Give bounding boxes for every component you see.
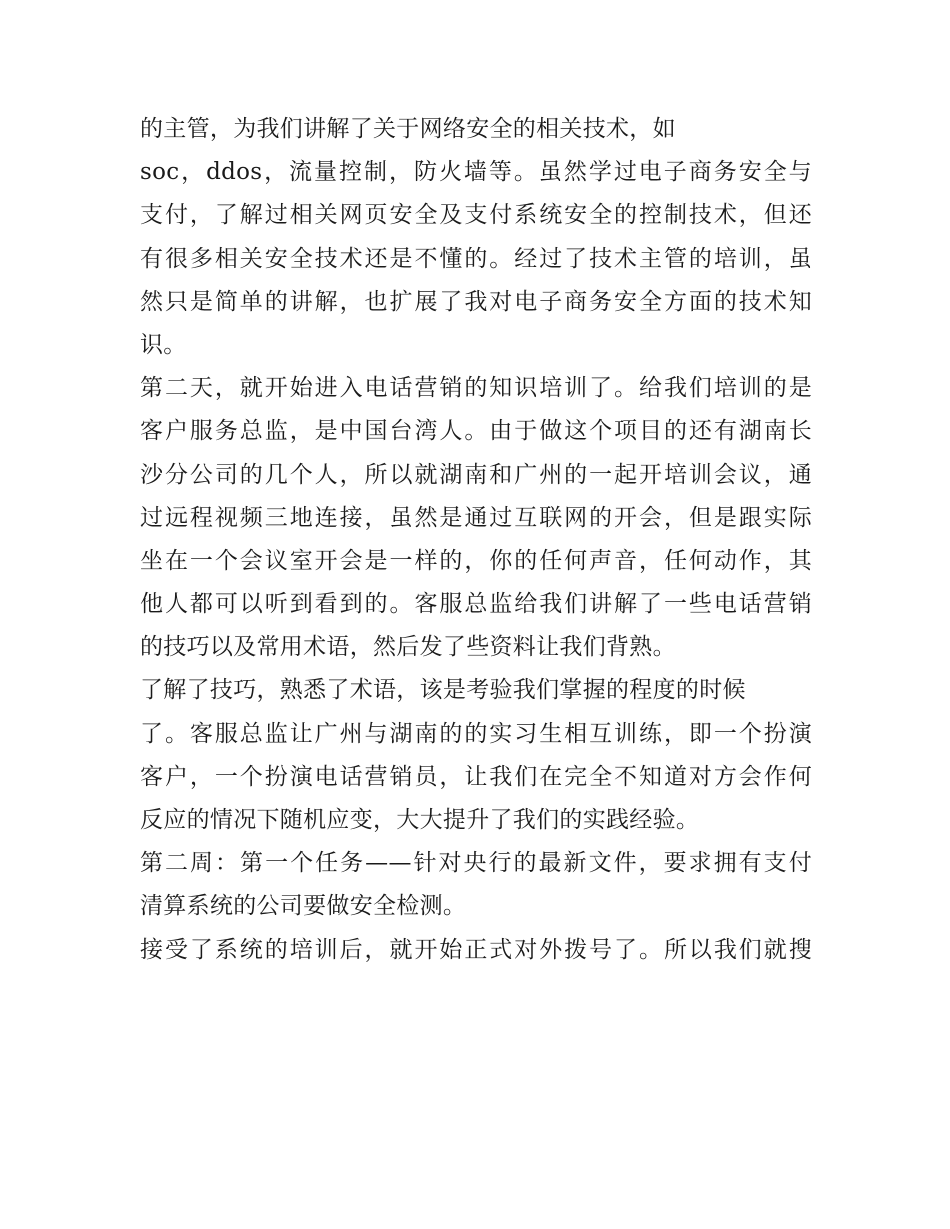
- text-line: 接受了系统的培训后，就开始正式对外拨号了。所以我们就搜: [140, 936, 812, 963]
- text-line: 了解了技巧，熟悉了术语，该是考验我们掌握的程度的时候: [140, 677, 746, 704]
- text-line: 的技巧以及常用术语，然后发了些资料让我们背熟。: [140, 634, 676, 661]
- text-line: 了。客服总监让广州与湖南的的实习生相互训练，即一个扮演: [140, 720, 812, 747]
- text-line: 第二天，就开始进入电话营销的知识培训了。给我们培训的是: [140, 375, 812, 402]
- text-line: 清算系统的公司要做安全检测。: [140, 893, 467, 920]
- text-line: 支付，了解过相关网页安全及支付系统安全的控制技术，但还: [140, 202, 812, 229]
- text-line: 识。: [140, 331, 187, 358]
- text-line: 第二周：第一个任务——针对央行的最新文件，要求拥有支付: [140, 850, 812, 877]
- text-line: soc，ddos，流量控制，防火墙等。虽然学过电子商务安全与: [140, 159, 812, 186]
- text-line: 的主管，为我们讲解了关于网络安全的相关技术，如: [140, 116, 676, 142]
- text-line: 客户服务总监，是中国台湾人。由于做这个项目的还有湖南长: [140, 418, 812, 445]
- text-line: 有很多相关安全技术还是不懂的。经过了技术主管的培训，虽: [140, 245, 812, 272]
- text-line: 坐在一个会议室开会是一样的，你的任何声音，任何动作，其: [140, 547, 812, 574]
- body-text: [140, 108, 812, 972]
- text-line: 然只是简单的讲解，也扩展了我对电子商务安全方面的技术知: [140, 288, 812, 315]
- text-line: 反应的情况下随机应变，大大提升了我们的实践经验。: [140, 807, 700, 833]
- text-line: 他人都可以听到看到的。客服总监给我们讲解了一些电话营销: [140, 591, 812, 618]
- text-line: 客户，一个扮演电话营销员，让我们在完全不知道对方会作何: [140, 763, 812, 790]
- text-line: 过远程视频三地连接，虽然是通过互联网的开会，但是跟实际: [140, 504, 812, 531]
- text-line: 沙分公司的几个人，所以就湖南和广州的一起开培训会议，通: [140, 461, 812, 488]
